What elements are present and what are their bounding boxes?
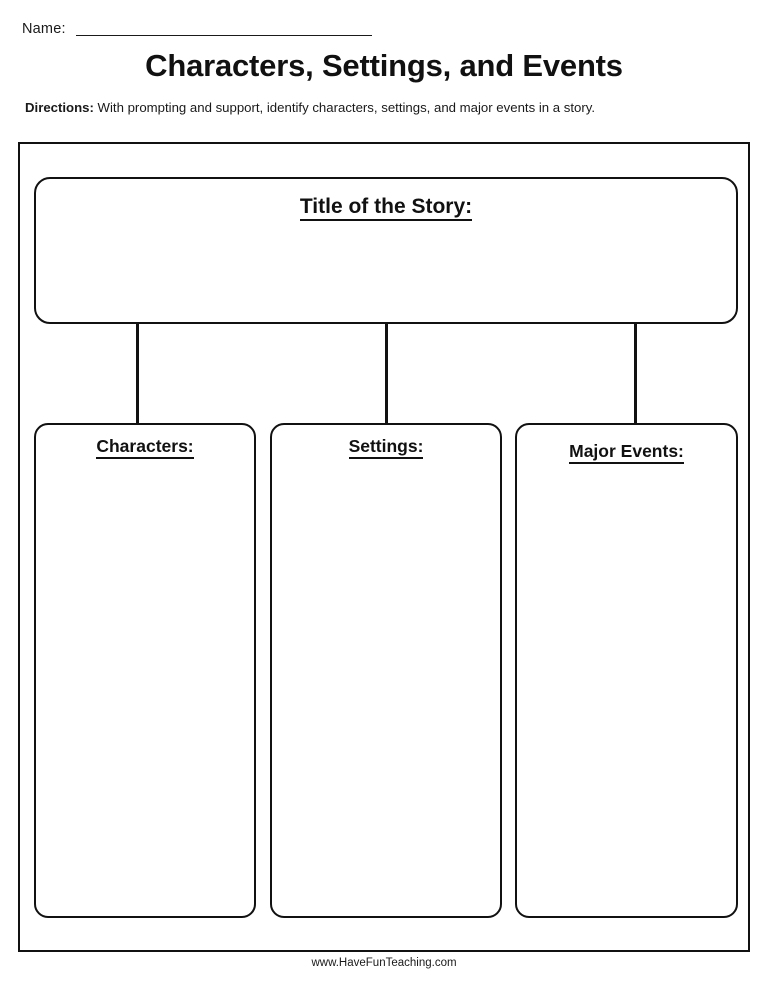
directions-text: With prompting and support, identify characters, settings, and major events in a story. xyxy=(93,100,596,115)
graphic-organizer-frame xyxy=(18,142,750,952)
settings-box[interactable] xyxy=(270,423,502,918)
settings-label xyxy=(272,436,500,457)
story-title-label xyxy=(36,195,736,219)
name-input-line[interactable] xyxy=(76,35,372,36)
connector-line-characters xyxy=(136,324,139,424)
characters-box[interactable] xyxy=(34,423,256,918)
connector-line-major-events xyxy=(634,324,637,424)
name-label: Name: xyxy=(22,21,66,37)
directions-label: Directions: xyxy=(25,100,94,115)
footer-url: www.HaveFunTeaching.com xyxy=(311,957,457,969)
directions xyxy=(25,99,743,117)
major-events-label xyxy=(517,441,736,462)
name-field-row xyxy=(22,22,372,39)
page-title: Characters, Settings, and Events xyxy=(145,48,623,83)
characters-label-text: Characters: xyxy=(96,436,193,459)
characters-label xyxy=(36,436,254,457)
major-events-label-text: Major Events: xyxy=(569,441,684,464)
major-events-box[interactable] xyxy=(515,423,738,918)
story-title-label-text: Title of the Story: xyxy=(300,195,472,221)
settings-label-text: Settings: xyxy=(349,436,424,459)
connector-line-settings xyxy=(385,324,388,424)
story-title-box[interactable] xyxy=(34,177,738,324)
